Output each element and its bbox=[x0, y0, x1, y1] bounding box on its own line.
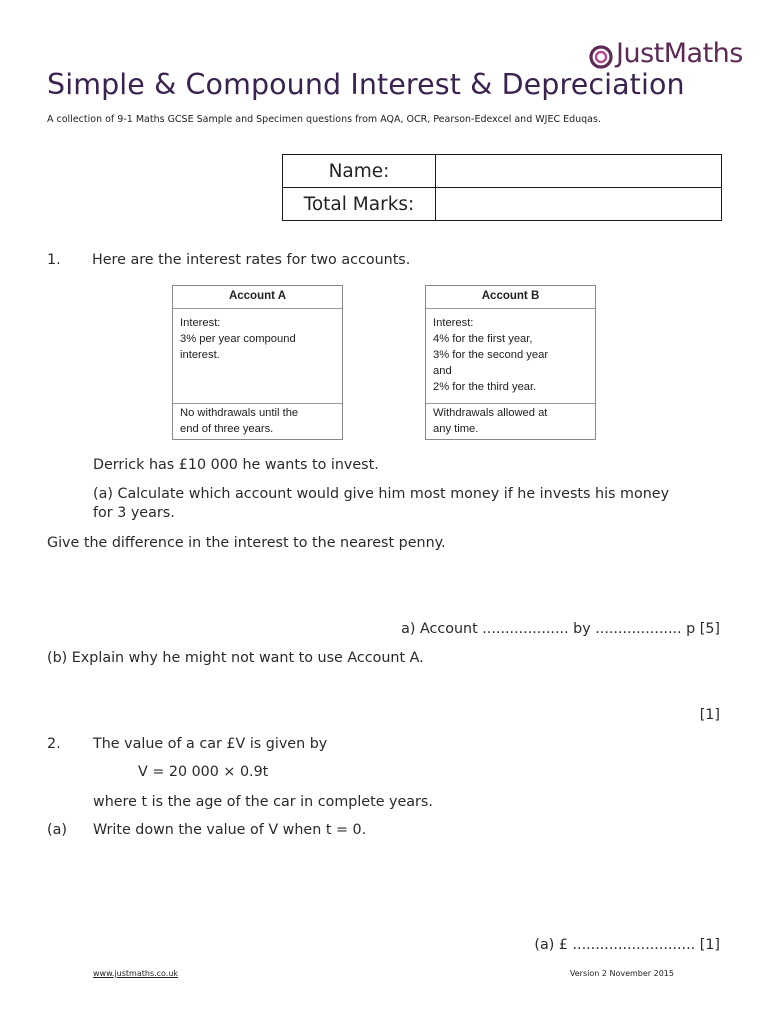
account-b-foot bbox=[426, 403, 595, 437]
total-marks-label: Total Marks: bbox=[283, 188, 436, 221]
question-2-answer-a: (a) £ ........................... [1] bbox=[534, 937, 720, 953]
question-1-number: 1. bbox=[47, 252, 61, 268]
account-a-body bbox=[173, 308, 342, 403]
name-field[interactable] bbox=[436, 155, 722, 188]
account-a-line: interest. bbox=[180, 349, 220, 361]
question-2-number: 2. bbox=[47, 736, 61, 752]
page-subtitle: A collection of 9-1 Maths GCSE Sample and Specimen questions from AQA, OCR, Pearson-Edexcel and WJEC Eduqas. bbox=[47, 114, 601, 125]
question-2-where: where t is the age of the car in complete years. bbox=[93, 794, 433, 810]
question-2-intro: The value of a car £V is given by bbox=[93, 736, 328, 752]
account-b-line: 4% for the first year, bbox=[433, 333, 533, 345]
question-1-marks-b: [1] bbox=[699, 707, 720, 723]
question-1-part-a-line1: (a) Calculate which account would give him most money if he invests his money bbox=[93, 486, 670, 502]
question-1-part-a-line2: for 3 years. bbox=[93, 505, 175, 521]
page-title: Simple & Compound Interest & Depreciation bbox=[47, 68, 685, 101]
account-b-line: and bbox=[433, 365, 452, 377]
account-a-box bbox=[172, 285, 343, 440]
name-marks-table bbox=[282, 154, 722, 221]
account-a-foot bbox=[173, 403, 342, 437]
account-a-foot-line: No withdrawals until the bbox=[180, 407, 299, 419]
account-a-line: 3% per year compound bbox=[180, 333, 296, 345]
account-a-line: Interest: bbox=[180, 317, 221, 329]
account-b-foot-line: any time. bbox=[433, 423, 479, 435]
logo-swirl-icon bbox=[588, 44, 616, 70]
account-b-line: 2% for the third year. bbox=[433, 381, 537, 393]
question-1-answer-a: a) Account ................... by ................... p [5] bbox=[401, 621, 720, 637]
account-a-foot-line: end of three years. bbox=[180, 423, 274, 435]
account-b-body bbox=[426, 308, 595, 403]
account-a-title: Account A bbox=[228, 290, 287, 302]
account-b-line: 3% for the second year bbox=[433, 349, 549, 361]
footer-version: Version 2 November 2015 bbox=[569, 969, 674, 978]
total-marks-field[interactable] bbox=[436, 188, 722, 221]
question-1-part-b: (b) Explain why he might not want to use Account A. bbox=[47, 650, 424, 666]
account-b-foot-line: Withdrawals allowed at bbox=[433, 407, 548, 419]
account-b-title: Account B bbox=[481, 290, 540, 302]
logo-text: JustMaths bbox=[616, 38, 743, 69]
question-2-part-a-label: (a) bbox=[47, 822, 67, 838]
question-1-intro: Here are the interest rates for two accounts. bbox=[92, 252, 411, 268]
question-2-formula: V = 20 000 × 0.9t bbox=[138, 764, 269, 780]
account-b-line: Interest: bbox=[433, 317, 474, 329]
account-b-box bbox=[425, 285, 596, 440]
question-1-instruction: Give the difference in the interest to the nearest penny. bbox=[47, 535, 446, 551]
question-2-part-a: Write down the value of V when t = 0. bbox=[93, 822, 367, 838]
question-1-line1: Derrick has £10 000 he wants to invest. bbox=[93, 457, 379, 473]
name-label: Name: bbox=[283, 155, 436, 188]
footer-website-link[interactable]: www.justmaths.co.uk bbox=[93, 969, 179, 978]
